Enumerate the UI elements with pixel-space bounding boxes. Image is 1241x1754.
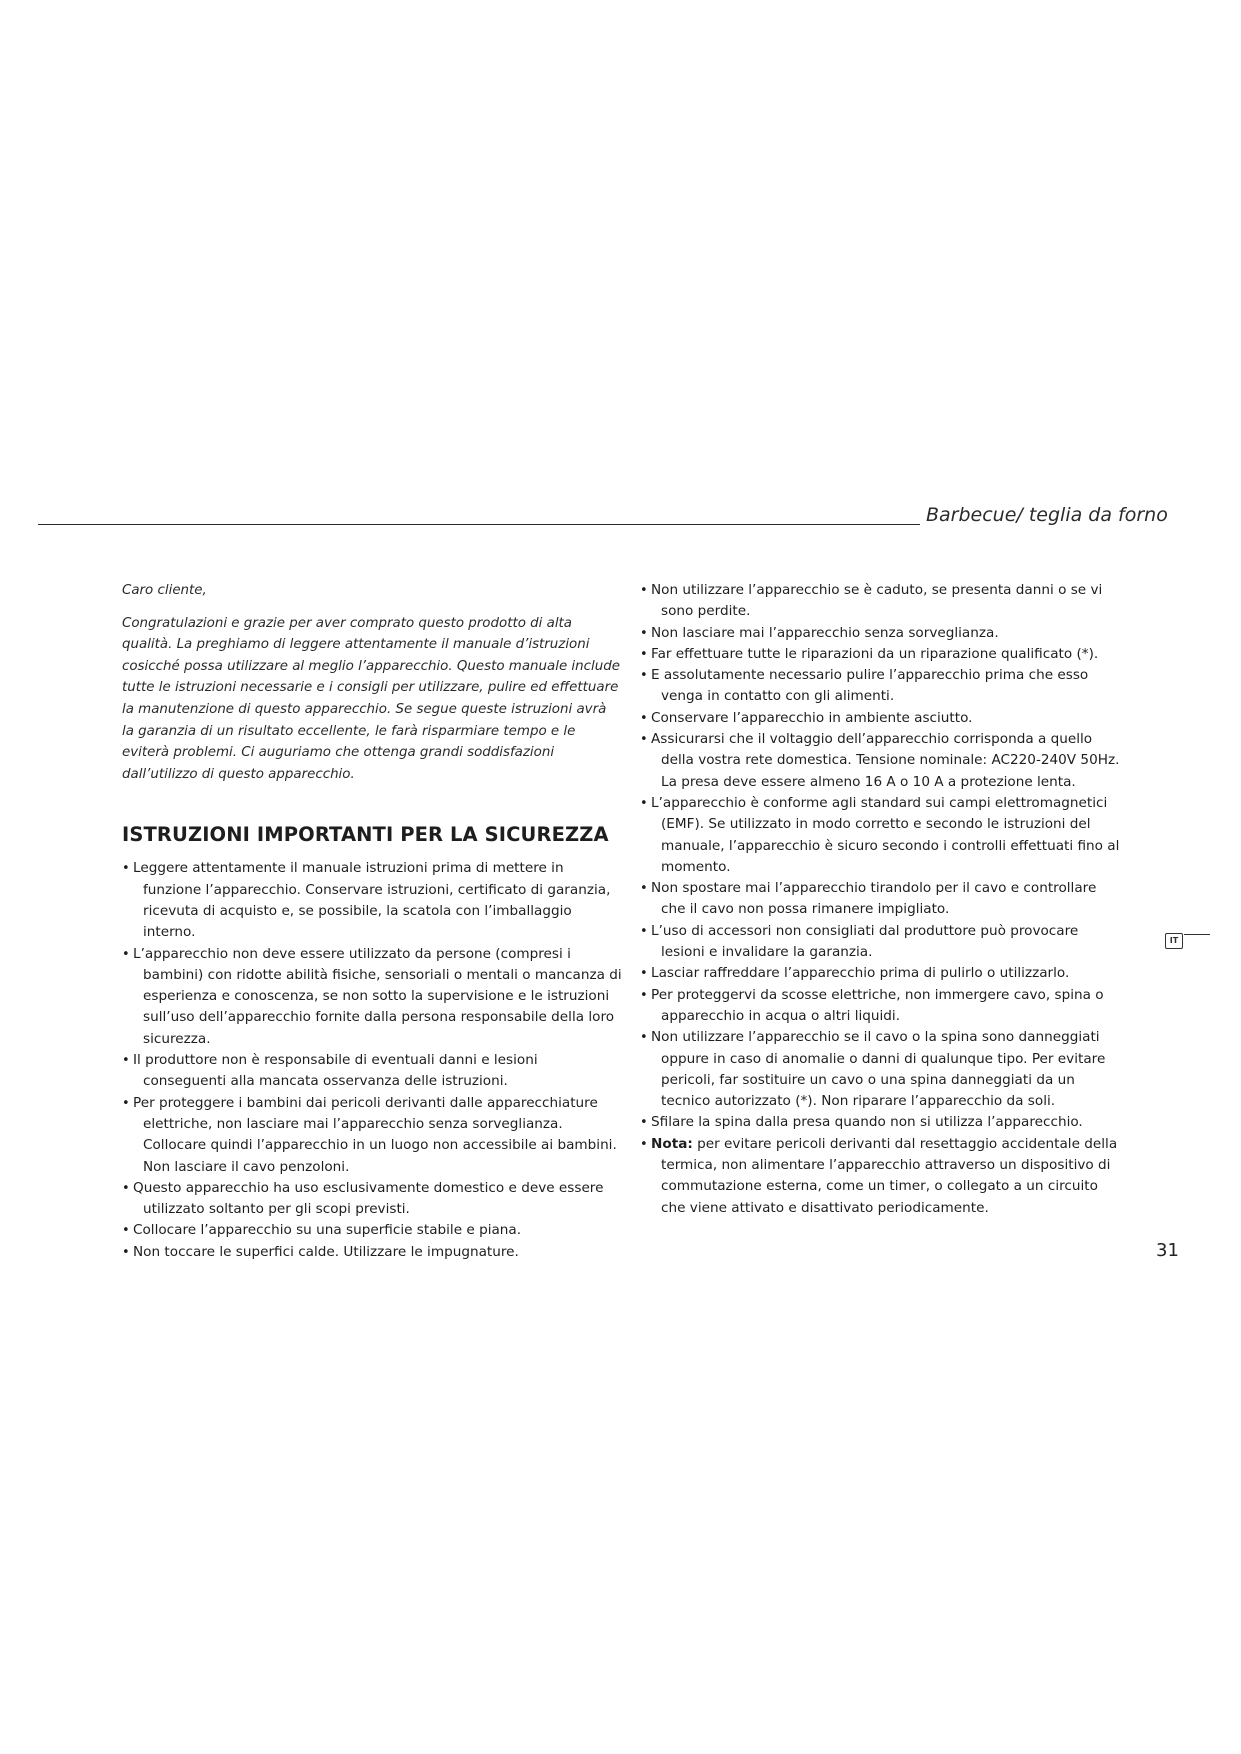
language-tab-line [1184,934,1210,935]
note-item [640,1134,1125,1219]
safety-list-left [122,858,622,1263]
list-item: • L’apparecchio è conforme agli standard sui campi elettromagnetici (EMF). Se utilizzato in modo corretto e secondo le istruzioni del manuale, l’apparecchio è sicuro secondo i controlli effettuati fino al momento. [640,794,1120,875]
list-item: • Il produttore non è responsabile di eventuali danni e lesioni conseguenti alla mancata osservanza delle istruzioni. [122,1052,538,1090]
list-item: • Leggere attentamente il manuale istruzioni prima di mettere in funzione l’apparecchio. Conservare istruzioni, certificato di garanzia, ricevuta di acquisto e, se possibile, la scatola con l’imballaggio interno. [122,860,611,941]
bullet-icon: • [122,1180,130,1196]
bullet-icon: • [640,1115,648,1131]
bullet-icon: • [640,1136,648,1152]
section-title: ISTRUZIONI IMPORTANTI PER LA SICUREZZA [122,823,609,847]
bullet-icon: • [640,987,648,1003]
list-item: • Assicurarsi che il voltaggio dell’apparecchio corrisponda a quello della vostra rete domestica. Tensione nominale: AC220-240V 50Hz. La presa deve essere almeno 16 A o 10 A a protezione lenta. [640,731,1120,790]
list-item: • Per proteggervi da scosse elettriche, non immergere cavo, spina o apparecchio in acqua o altri liquidi. [640,986,1104,1024]
bullet-icon: • [640,583,648,598]
bullet-icon: • [640,710,648,726]
bullet-icon: • [640,732,648,748]
list-item: • E assolutamente necessario pulire l’apparecchio prima che esso venga in contatto con gli alimenti. [640,667,1089,705]
intro-greeting: Caro cliente, [122,583,207,598]
right-column [640,580,1125,1219]
bullet-icon: • [640,646,648,662]
list-item: • Non lasciare mai l’apparecchio senza sorveglianza. [640,623,1125,644]
intro-paragraph: Congratulazioni e grazie per aver comprato questo prodotto di alta qualità. La preghiamo di leggere attentamente il manuale d’istruzioni cosicché possa utilizzare al meglio l’apparecchio. Questo manuale include tutte le istruzioni necessarie e i consigli per utilizzare, pulire ed effettuare la manutenzione di questo apparecchio. Se segue queste istruzioni avrà la garanzia di un risultato eccellente, le farà risparmiare tempo e le eviterà problemi. Ci auguriamo che ottenga grandi soddisfazioni dall’utilizzo di questo apparecchio. [122,615,620,782]
list-item: • L’uso di accessori non consigliati dal produttore può provocare lesioni e invalidare la garanzia. [640,922,1079,961]
note-text: per evitare pericoli derivanti dal resettaggio accidentale della termica, non alimentare l’apparecchio attraverso un dispositivo di commutazione esterna, come un timer, o collegato a un circuito che viene attivato e disattivato periodicamente. [661,1135,1118,1216]
language-tab: IT [1165,933,1183,949]
list-item: • Per proteggere i bambini dai pericoli derivanti dalle apparecchiature elettriche, non lasciare mai l’apparecchio senza sorveglianza. Collocare quindi l’apparecchio in un luogo non accessibile ai bambini. Non lasciare il cavo penzoloni. [122,1094,617,1175]
list-item: • Non utilizzare l’apparecchio se è caduto, se presenta danni o se vi sono perdite. [640,582,1103,620]
list-item: • Questo apparecchio ha uso esclusivamente domestico e deve essere utilizzato soltanto per gli scopi previsti. [122,1179,604,1218]
bullet-icon: • [640,668,648,684]
safety-list-right [640,580,1125,1219]
bullet-icon: • [640,881,648,897]
bullet-icon: • [640,625,648,641]
bullet-icon: • [122,946,130,962]
bullet-icon: • [122,1053,130,1069]
list-item: • Non utilizzare l’apparecchio se il cavo o la spina sono danneggiati oppure in caso di anomalie o danni di qualunque tipo. Per evitare pericoli, far sostituire un cavo o una spina danneggiati da un tecnico autorizzato (*). Non riparare l’apparecchio da soli. [640,1029,1106,1110]
left-column [122,580,622,1263]
bullet-icon: • [122,1223,130,1239]
page-number: 31 [1156,1240,1179,1261]
bullet-icon: • [640,923,648,939]
list-item: • Sfilare la spina dalla presa quando non si utilizza l’apparecchio. [640,1112,1125,1133]
bullet-icon: • [640,795,648,811]
bullet-icon: • [122,861,130,877]
list-item: • Non spostare mai l’apparecchio tirandolo per il cavo e controllare che il cavo non possa rimanere impigliato. [640,880,1097,918]
list-item: • Non toccare le superfici calde. Utilizzare le impugnature. [122,1242,622,1263]
list-item: • L’apparecchio non deve essere utilizzato da persone (compresi i bambini) con ridotte abilità fisiche, sensoriali o mentali o mancanza di esperienza e conoscenza, se non sotto la supervisione e le istruzioni sull’uso dell’apparecchio fornite dalla persona responsabile della loro sicurezza. [122,945,622,1047]
bullet-icon: • [640,1030,648,1046]
list-item: • Collocare l’apparecchio su una superficie stabile e piana. [122,1220,622,1241]
bullet-icon: • [640,966,648,982]
header-rule [38,524,920,525]
note-label: Nota: [651,1135,693,1152]
bullet-icon: • [122,1244,130,1260]
header-title: Barbecue/ teglia da forno [926,504,1168,526]
bullet-icon: • [122,1095,130,1111]
list-item: • Far effettuare tutte le riparazioni da un riparazione qualificato (*). [640,644,1125,665]
list-item: • Conservare l’apparecchio in ambiente asciutto. [640,708,1125,729]
list-item: • Lasciar raffreddare l’apparecchio prima di pulirlo o utilizzarlo. [640,963,1125,984]
